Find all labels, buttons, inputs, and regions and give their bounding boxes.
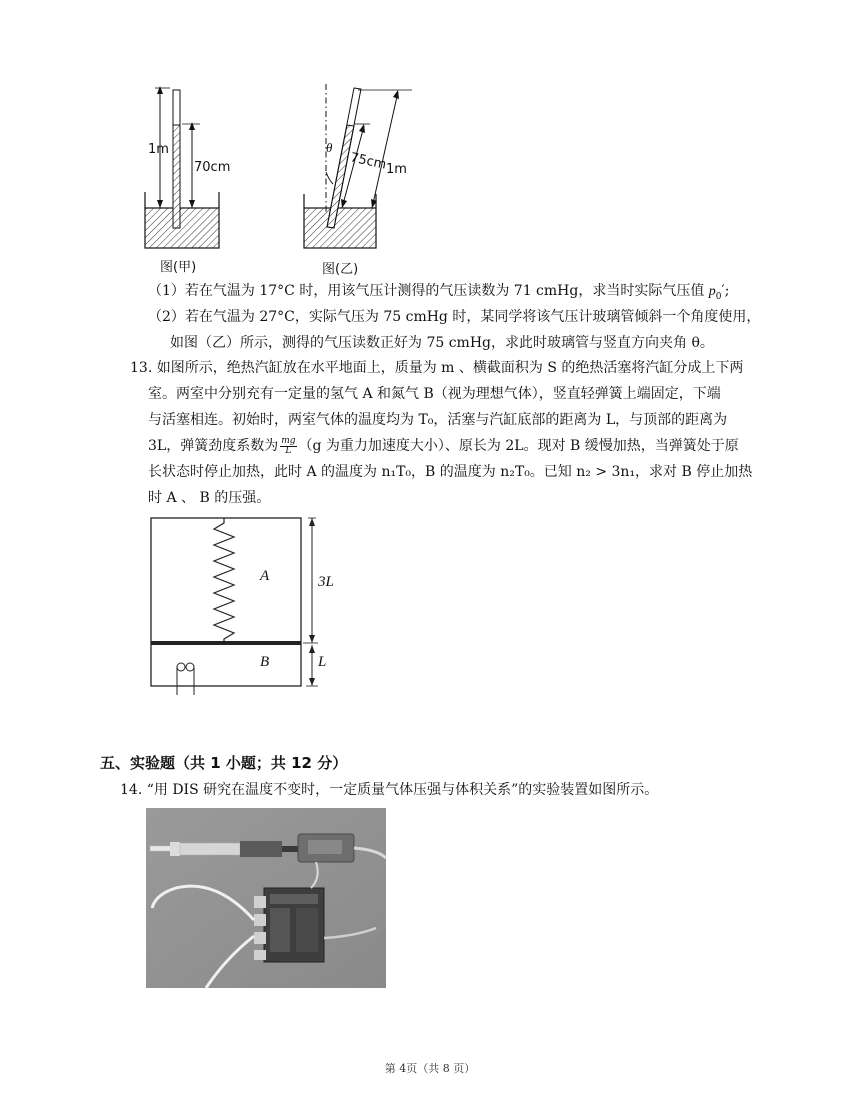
q13-line4-b: （g 为重力加速度大小）、原长为 2L。现对 B 缓慢加热，当弹簧处于原 bbox=[298, 438, 739, 454]
q13-line1: 13. 如图所示，绝热汽缸放在水平地面上，质量为 m 、横截面积为 S 的绝热活塞将汽缸分成上下两 bbox=[130, 360, 744, 376]
cyl-label-A: A bbox=[260, 568, 270, 584]
section-5-title: 五、实验题（共 1 小题；共 12 分） bbox=[100, 754, 348, 772]
fig-jia-1m-label: 1m bbox=[148, 142, 169, 157]
q13-line6: 时 A 、 B 的压强。 bbox=[148, 490, 271, 506]
fig-jia-70cm-label: 70cm bbox=[194, 160, 231, 175]
q13-line4 bbox=[148, 436, 739, 456]
cyl-label-3L: 3L bbox=[318, 574, 334, 590]
page-footer: 第 4页（共 8 页） bbox=[384, 1062, 476, 1075]
fig-yi-1m-label: 1m bbox=[386, 162, 407, 177]
q12-part1-sub: 0 bbox=[715, 291, 722, 302]
q12-part1 bbox=[148, 281, 729, 307]
q12-part2-line2: 如图（乙）所示，测得的气压读数正好为 75 cmHg，求此时玻璃管与竖直方向夹角 θ。 bbox=[170, 335, 714, 351]
q13-line2: 室。两室中分别充有一定量的氢气 A 和氮气 B（视为理想气体），竖直轻弹簧上端固定，下端 bbox=[148, 386, 721, 402]
cyl-label-L: L bbox=[318, 654, 327, 670]
apparatus-photo bbox=[146, 808, 386, 988]
q13-line3: 与活塞相连。初始时，两室气体的温度均为 T₀，活塞与汽缸底部的距离为 L，与顶部的距离为 bbox=[148, 412, 728, 428]
figure-cylinder bbox=[148, 515, 358, 695]
fig-jia-caption: 图(甲) bbox=[160, 260, 197, 275]
q12-part1-end: ′; bbox=[721, 283, 730, 299]
q13-line5: 长状态时停止加热，此时 A 的温度为 n₁T₀，B 的温度为 n₂T₀。已知 n₂ > 3n₁，求对 B 停止加热 bbox=[148, 464, 753, 480]
q13-line4-a: 3L，弹簧劲度系数为 bbox=[148, 438, 279, 454]
q13-fraction bbox=[280, 437, 296, 456]
q12-part2-line1: （2）若在气温为 27°C，实际气压为 75 cmHg 时，某同学将该气压计玻璃管倾斜一个角度使用， bbox=[148, 309, 761, 325]
q12-part1-var: p bbox=[708, 284, 716, 299]
cyl-label-B: B bbox=[260, 654, 270, 670]
q13-fraction-den: L bbox=[285, 445, 292, 456]
q14-text: 14. “用 DIS 研究在温度不变时，一定质量气体压强与体积关系”的实验装置如图所示。 bbox=[120, 782, 659, 798]
figure-jia bbox=[140, 80, 240, 280]
fig-yi-caption: 图(乙) bbox=[322, 262, 359, 277]
fig-yi-75cm-label: 75cm bbox=[348, 150, 388, 173]
q13-fraction-num: mg bbox=[281, 435, 296, 446]
fig-yi-theta-label: θ bbox=[326, 140, 333, 155]
q12-part1-text: （1）若在气温为 17°C 时，用该气压计测得的气压读数为 71 cmHg，求当时实际气压值 bbox=[148, 283, 709, 299]
figure-yi bbox=[296, 80, 426, 280]
